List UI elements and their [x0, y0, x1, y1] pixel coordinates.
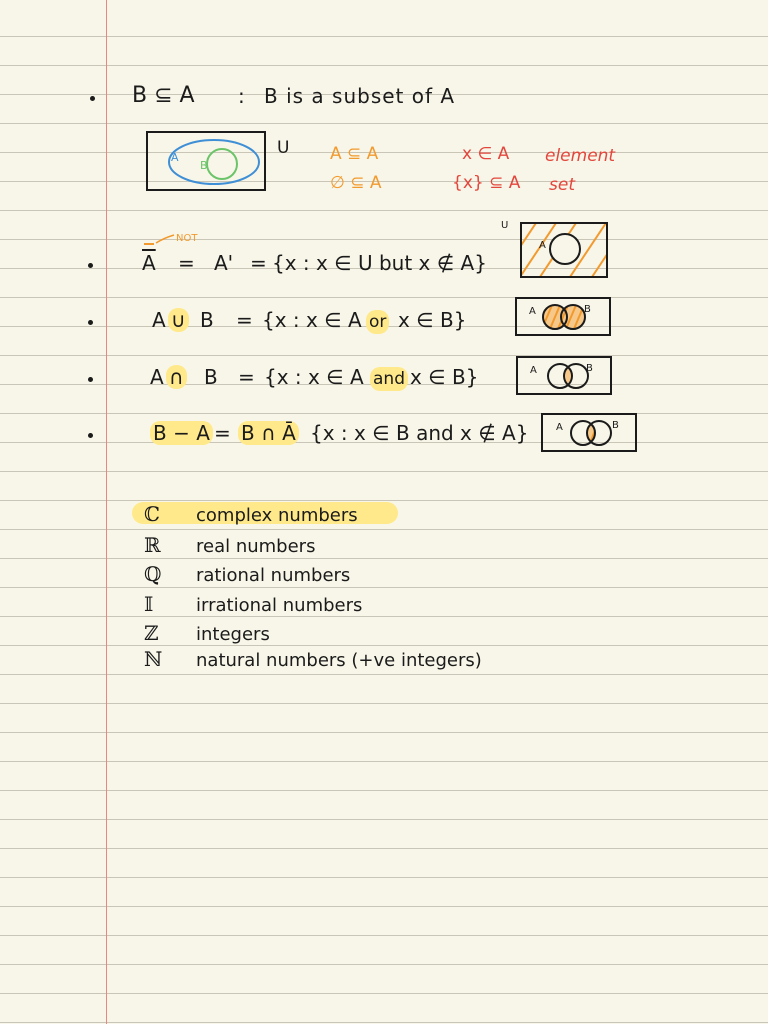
- subset-separator: :: [238, 84, 245, 108]
- union-operator: ∪: [168, 308, 189, 332]
- complement-equals-2: =: [250, 251, 267, 275]
- intersection-definition-a: {x : x ∈ A: [264, 365, 364, 389]
- complement-venn-diagram: [518, 220, 610, 280]
- difference-equals: =: [214, 421, 231, 445]
- union-diagram-a-label: A: [529, 306, 536, 317]
- subset-diagram-a-label: A: [171, 151, 179, 164]
- irrational-label: irrational numbers: [196, 595, 363, 616]
- bullet: [88, 433, 93, 438]
- number-set-natural: [144, 648, 482, 672]
- intersection-and: and: [370, 367, 408, 391]
- intersection-lhs-a: A: [150, 365, 164, 389]
- union-definition-b: x ∈ B}: [398, 308, 467, 332]
- subset-description: B is a subset of A: [264, 84, 456, 108]
- example-empty-subset-a: ∅ ⊆ A: [330, 173, 382, 193]
- intersection-lhs-b: B: [204, 365, 218, 389]
- notebook-margin-line: [106, 0, 107, 1024]
- number-set-complex: [144, 503, 358, 527]
- union-equals: =: [236, 308, 253, 332]
- intersection-diagram-a-label: A: [530, 365, 537, 376]
- union-lhs-b: B: [200, 308, 214, 332]
- rational-label: rational numbers: [196, 565, 351, 586]
- complement-diagram-universe-label: U: [501, 220, 509, 231]
- difference-definition: {x : x ∈ B and x ∉ A}: [310, 421, 529, 445]
- irrational-symbol: 𝕀: [144, 592, 154, 616]
- difference-lhs: B − A: [150, 421, 213, 445]
- intersection-equals: =: [238, 365, 255, 389]
- intersection-operator: ∩: [166, 365, 187, 389]
- number-set-irrational: [144, 593, 362, 617]
- subset-venn-diagram: [146, 130, 286, 194]
- complement-definition: {x : x ∈ U but x ∉ A}: [272, 251, 487, 275]
- example-x-element-of-a: x ∈ A: [462, 144, 510, 164]
- bullet: [90, 96, 95, 101]
- set-b-circle: [207, 149, 237, 179]
- subset-diagram-universe-label: U: [277, 138, 290, 158]
- bullet: [88, 377, 93, 382]
- intersection-diagram-b-label: B: [586, 363, 593, 374]
- complement-lhs: $\overline{A}$: [142, 251, 156, 275]
- number-set-integers: [144, 622, 270, 646]
- natural-symbol: ℕ: [144, 647, 163, 671]
- difference-diagram-b-label: B: [612, 420, 619, 431]
- rational-symbol: ℚ: [144, 562, 162, 586]
- label-set: set: [549, 175, 575, 195]
- set-a-circle: [550, 234, 580, 264]
- integers-symbol: ℤ: [144, 621, 159, 645]
- complement-equals-1: =: [178, 251, 195, 275]
- number-set-real: [144, 534, 315, 558]
- union-or: or: [366, 310, 389, 334]
- bullet: [88, 263, 93, 268]
- difference-b-and-not-a: B ∩ Ā: [238, 421, 299, 445]
- not-arrow: [140, 232, 180, 248]
- number-set-rational: [144, 563, 350, 587]
- label-element: element: [545, 146, 616, 166]
- example-a-subset-a: A ⊆ A: [330, 144, 379, 164]
- union-shading: [539, 298, 587, 336]
- complement-diagram-a-label: A: [539, 240, 546, 251]
- union-diagram-b-label: B: [584, 304, 591, 315]
- intersection-definition-b: x ∈ B}: [410, 365, 479, 389]
- complex-label: complex numbers: [196, 505, 358, 526]
- real-symbol: ℝ: [144, 533, 161, 557]
- union-definition-a: {x : x ∈ A: [262, 308, 362, 332]
- difference-diagram-a-label: A: [556, 422, 563, 433]
- union-lhs-a: A: [152, 308, 166, 332]
- natural-label: natural numbers (+ve integers): [196, 650, 482, 671]
- not-annotation: NOT: [176, 233, 198, 244]
- subset-expression: B ⊆ A: [132, 83, 195, 108]
- example-set-x-subset-a: {x} ⊆ A: [452, 173, 521, 193]
- bullet: [88, 320, 93, 325]
- complement-prime: A': [214, 251, 234, 275]
- subset-diagram-b-label: B: [200, 159, 208, 172]
- complex-symbol: ℂ: [144, 502, 160, 526]
- integers-label: integers: [196, 624, 270, 645]
- real-label: real numbers: [196, 536, 316, 557]
